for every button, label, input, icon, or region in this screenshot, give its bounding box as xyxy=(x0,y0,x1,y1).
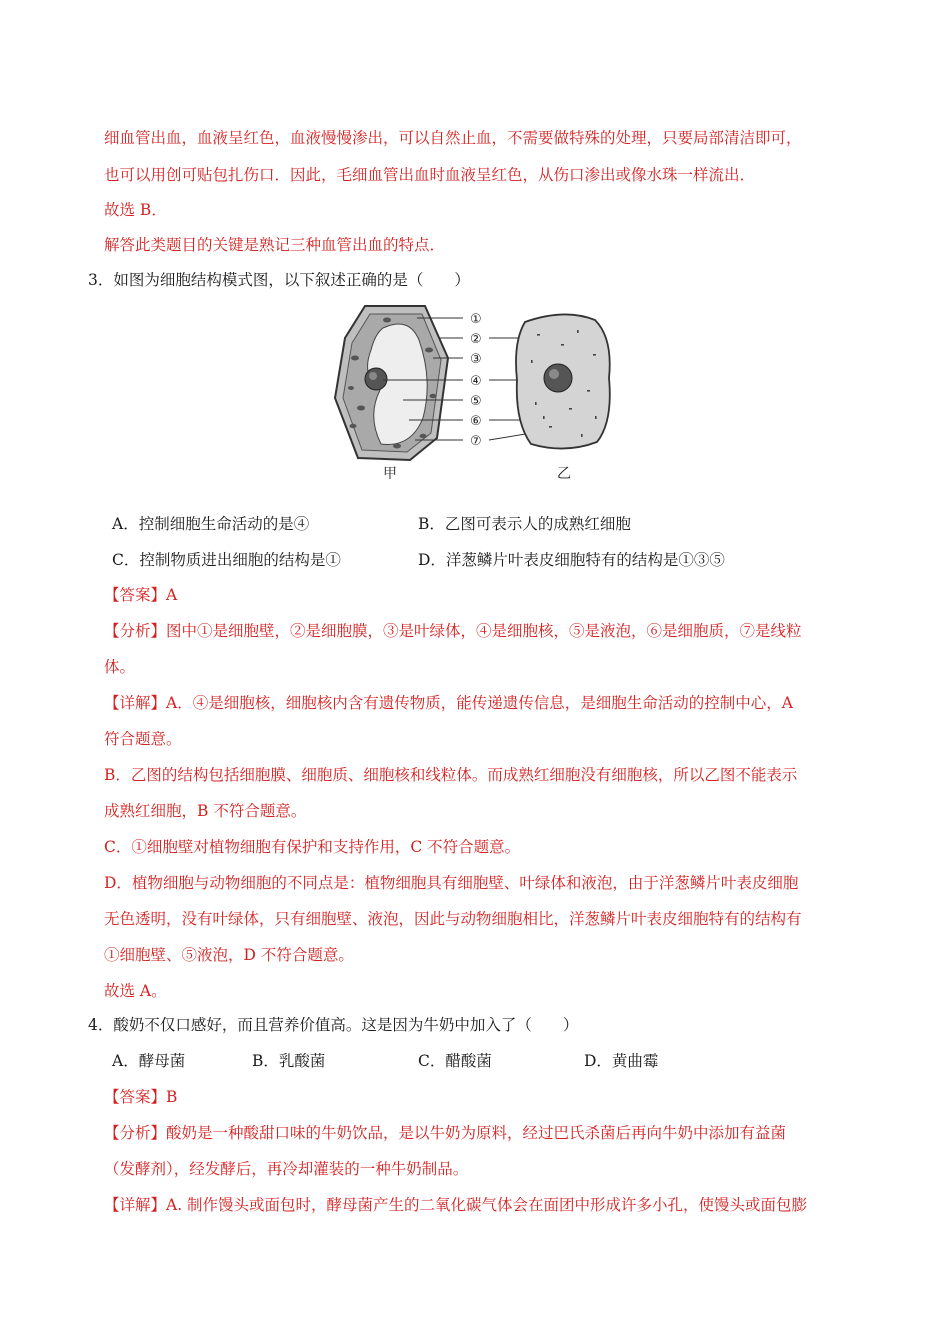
q4-option-c: C．醋酸菌 xyxy=(418,1052,492,1070)
q3-option-d: D．洋葱鳞片叶表皮细胞特有的结构是①③⑤ xyxy=(418,551,725,569)
q3-option-a: A．控制细胞生命活动的是④ xyxy=(112,515,310,533)
q3-detail-d-line-1: D．植物细胞与动物细胞的不同点是：植物细胞具有细胞壁、叶绿体和液泡，由于洋葱鳞片叶表皮细胞 xyxy=(104,874,799,892)
q4-detail-a-line-1: 【详解】A. 制作馒头或面包时，酵母菌产生的二氧化碳气体会在面团中形成许多小孔，使馒头或面包膨 xyxy=(104,1196,808,1214)
q3-detail-b-line-2: 成熟红细胞，B 不符合题意。 xyxy=(104,802,307,820)
q4-answer: 【答案】B xyxy=(104,1088,178,1106)
q4-stem: 4．酸奶不仅口感好，而且营养价值高。这是因为牛奶中加入了（ ） xyxy=(88,1016,579,1034)
q4-analysis-line-1: 【分析】酸奶是一种酸甜口味的牛奶饮品，是以牛奶为原料，经过巴氏杀菌后再向牛奶中添加有益菌 xyxy=(104,1124,787,1142)
plant-cell-diagram xyxy=(335,306,448,460)
prev-answer-tip: 解答此类题目的关键是熟记三种血管出血的特点． xyxy=(104,236,446,254)
q3-detail-a-line-2: 符合题意。 xyxy=(104,730,182,748)
figure-caption-left: 甲 xyxy=(383,466,397,482)
figure-label-4: ④ xyxy=(470,374,482,389)
q4-option-d: D．黄曲霉 xyxy=(584,1052,659,1070)
q4-option-a: A．酵母菌 xyxy=(112,1052,186,1070)
prev-answer-line-1: 细血管出血，血液呈红色，血液慢慢渗出，可以自然止血，不需要做特殊的处理，只要局部清洁即可， xyxy=(104,129,802,147)
q3-option-b: B．乙图可表示人的成熟红细胞 xyxy=(418,515,631,533)
q3-detail-d-line-3: ①细胞壁、⑤液泡，D 不符合题意。 xyxy=(104,946,354,964)
q3-answer: 【答案】A xyxy=(104,586,178,604)
q3-detail-c: C．①细胞壁对植物细胞有保护和支持作用，C 不符合题意。 xyxy=(104,838,521,856)
figure-label-3: ③ xyxy=(470,352,482,367)
figure-label-5: ⑤ xyxy=(470,394,482,409)
prev-answer-line-2: 也可以用创可贴包扎伤口．因此，毛细血管出血时血液呈红色，从伤口渗出或像水珠一样流出． xyxy=(104,166,756,184)
q3-detail-d-line-2: 无色透明，没有叶绿体，只有细胞壁、液泡，因此与动物细胞相比，洋葱鳞片叶表皮细胞特有的结构有 xyxy=(104,910,802,928)
q4-option-b: B．乳酸菌 xyxy=(252,1052,326,1070)
figure-label-1: ① xyxy=(470,312,482,327)
q4-analysis-line-2: （发酵剂），经发酵后，再冷却灌装的一种牛奶制品。 xyxy=(104,1160,469,1178)
figure-label-2: ② xyxy=(470,332,482,347)
figure-label-7: ⑦ xyxy=(470,434,482,449)
figure-label-6: ⑥ xyxy=(470,414,482,429)
q3-option-c: C．控制物质进出细胞的结构是① xyxy=(112,551,341,569)
cell-structure-figure xyxy=(325,298,625,488)
q3-stem: 3．如图为细胞结构模式图，以下叙述正确的是（ ） xyxy=(88,271,470,289)
q3-analysis-line-2: 体。 xyxy=(104,658,136,676)
q3-detail-b-line-1: B．乙图的结构包括细胞膜、细胞质、细胞核和线粒体。而成熟红细胞没有细胞核，所以乙图不能表示 xyxy=(104,766,798,784)
q3-analysis-line-1: 【分析】图中①是细胞壁，②是细胞膜，③是叶绿体，④是细胞核，⑤是液泡，⑥是细胞质，⑦是线粒 xyxy=(104,622,802,640)
animal-cell-diagram xyxy=(516,314,610,448)
figure-caption-right: 乙 xyxy=(557,466,571,482)
prev-answer-conclusion: 故选 B． xyxy=(104,201,167,219)
q3-conclusion: 故选 A。 xyxy=(104,982,167,1000)
q3-detail-a-line-1: 【详解】A．④是细胞核，细胞核内含有遗传物质，能传递遗传信息，是细胞生命活动的控制中心，A xyxy=(104,694,793,712)
